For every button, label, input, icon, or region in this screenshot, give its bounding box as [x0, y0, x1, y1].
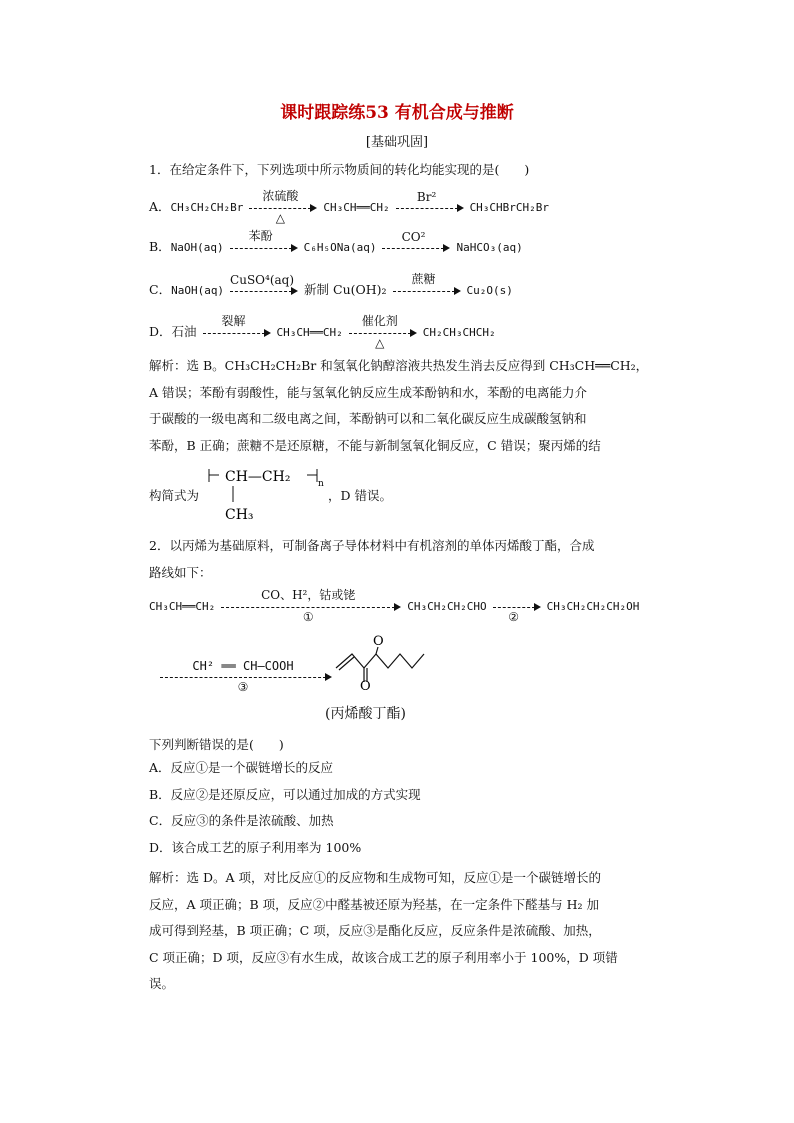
poly-n: n — [318, 479, 324, 489]
q1-poly-suffix: ，D 错误。 — [328, 488, 392, 503]
reaction-arrow — [230, 272, 298, 298]
route-start: CH₃CH══CH₂ — [149, 600, 216, 613]
reaction-arrow-3 — [160, 658, 332, 694]
q1-option-c — [149, 271, 513, 298]
option-c: C．反应③的条件是浓硫酸、加热 — [149, 813, 334, 829]
q2-options — [149, 755, 649, 861]
q1-option-d — [149, 313, 496, 350]
arrow-condition: 苯酚 — [248, 228, 273, 243]
polypropylene-structure — [205, 462, 325, 524]
arrow-condition: 裂解 — [221, 313, 246, 328]
section-heading: [基础巩固] — [365, 135, 429, 150]
arrow-condition: CO² — [401, 229, 426, 244]
option-label: B． — [149, 239, 171, 254]
arrow-condition: CO、H²，钴或铑 — [261, 587, 356, 602]
analysis-line: 于碳酸的一级电离和二级电离之间，苯酚钠可以和二氧化碳反应生成碳酸氢钠和 — [149, 411, 587, 427]
option-label: C． — [149, 282, 172, 297]
poly-main: CH—CH₂ — [225, 469, 291, 485]
poly-sub: CH₃ — [225, 507, 254, 523]
intermediate: 新制 Cu(OH)₂ — [304, 282, 387, 297]
arrow-condition: CH² ══ CH—COOH — [192, 658, 294, 673]
option-a: A．反应①是一个碳链增长的反应 — [149, 760, 334, 775]
ester-oxygen-label: O — [373, 634, 384, 649]
option-label: A． — [149, 199, 171, 214]
analysis-line: A 错误；苯酚有弱酸性，能与氢氧化钠反应生成苯酚钠和水，苯酚的电离能力介 — [149, 384, 588, 400]
q1-option-a — [149, 188, 550, 225]
reactant: NaOH(aq) — [171, 284, 225, 297]
step-number: ③ — [237, 679, 249, 694]
reaction-arrow — [382, 229, 450, 255]
q1-poly-prefix: 构简式为 — [149, 488, 200, 503]
page-title: 课时跟踪练53 有机合成与推断 — [280, 103, 514, 123]
reaction-arrow-2 — [493, 600, 541, 624]
intermediate: C₆H₅ONa(aq) — [303, 241, 377, 254]
route-aldehyde: CH₃CH₂CH₂CHO — [407, 600, 487, 613]
product: Cu₂O(s) — [466, 284, 513, 297]
q1-stem: 1．在给定条件下，下列选项中所示物质间的转化均能实现的是( ) — [149, 162, 530, 177]
analysis-line: 成可得到羟基，B 项正确；C 项，反应③是酯化反应，反应条件是浓硫酸、加热， — [149, 923, 601, 939]
arrow-condition: Br² — [416, 189, 437, 204]
q1-analysis — [149, 353, 649, 459]
product: NaHCO₃(aq) — [456, 241, 523, 254]
q2-analysis — [149, 865, 649, 998]
option-label: D． — [149, 324, 172, 339]
route-alcohol: CH₃CH₂CH₂CH₂OH — [546, 600, 640, 613]
q1-option-b — [149, 228, 523, 255]
reaction-arrow — [393, 271, 461, 298]
analysis-line: 苯酚，B 正确；蔗糖不是还原糖，不能与新制氢氧化铜反应，C 错误；聚丙烯的结 — [149, 437, 601, 453]
intermediate: CH₃CH══CH₂ — [276, 326, 343, 339]
stem-line: 路线如下： — [149, 564, 212, 580]
arrow-condition: 浓硫酸 — [262, 188, 299, 203]
option-b: B．反应②是还原反应，可以通过加成的方式实现 — [149, 786, 421, 802]
analysis-line: 反应，A 项正确；B 项，反应②中醛基被还原为羟基，在一定条件下醛基与 H₂ 加 — [149, 896, 600, 912]
arrow-condition: 蔗糖 — [411, 271, 436, 286]
analysis-line: C 项正确；D 项，反应③有水生成，故该合成工艺的原子利用率小于 100%，D 项错 — [149, 949, 618, 965]
product: CH₂CH₃CHCH₂ — [422, 326, 496, 339]
product: CH₃CHBrCH₂Br — [469, 201, 550, 214]
analysis-line: 解析：选 B。CH₃CH₂CH₂Br 和氢氧化钠醇溶液共热发生消去反应得到 CH₃CH══CH₂， — [149, 358, 649, 373]
intermediate: CH₃CH══CH₂ — [323, 201, 390, 214]
reaction-arrow — [203, 313, 271, 340]
stem-line: 2．以丙烯为基础原料，可制备离子导体材料中有机溶剂的单体丙烯酸丁酯，合成 — [149, 538, 595, 553]
reaction-arrow — [230, 228, 298, 255]
reaction-arrow — [396, 189, 464, 215]
heat-symbol: △ — [275, 210, 285, 225]
analysis-line: 误。 — [149, 976, 175, 992]
q2-question: 下列判断错误的是( ) — [149, 737, 284, 752]
reactant: 石油 — [171, 324, 197, 339]
product-name: (丙烯酸丁酯) — [325, 706, 406, 722]
step-number: ① — [302, 609, 314, 624]
arrow-condition: 催化剂 — [361, 313, 398, 328]
q2-stem — [149, 533, 649, 586]
step-number: ② — [508, 609, 520, 624]
butyl-acrylate-structure — [330, 630, 450, 690]
option-d: D．该合成工艺的原子利用率为 100% — [149, 839, 362, 855]
reaction-arrow-1 — [221, 587, 401, 624]
analysis-line: 解析：选 D。A 项，对比反应①的反应物和生成物可知，反应①是一个碳链增长的 — [149, 870, 601, 885]
q2-route-row2 — [158, 658, 334, 694]
reactant: NaOH(aq) — [170, 241, 224, 254]
reaction-arrow — [249, 188, 317, 225]
carbonyl-oxygen-label: O — [360, 679, 371, 690]
arrow-condition: CuSO⁴(aq) — [230, 272, 295, 287]
heat-symbol: △ — [375, 335, 385, 350]
reaction-arrow — [349, 313, 417, 350]
q2-route-row1 — [149, 587, 640, 624]
reactant: CH₃CH₂CH₂Br — [170, 201, 244, 214]
